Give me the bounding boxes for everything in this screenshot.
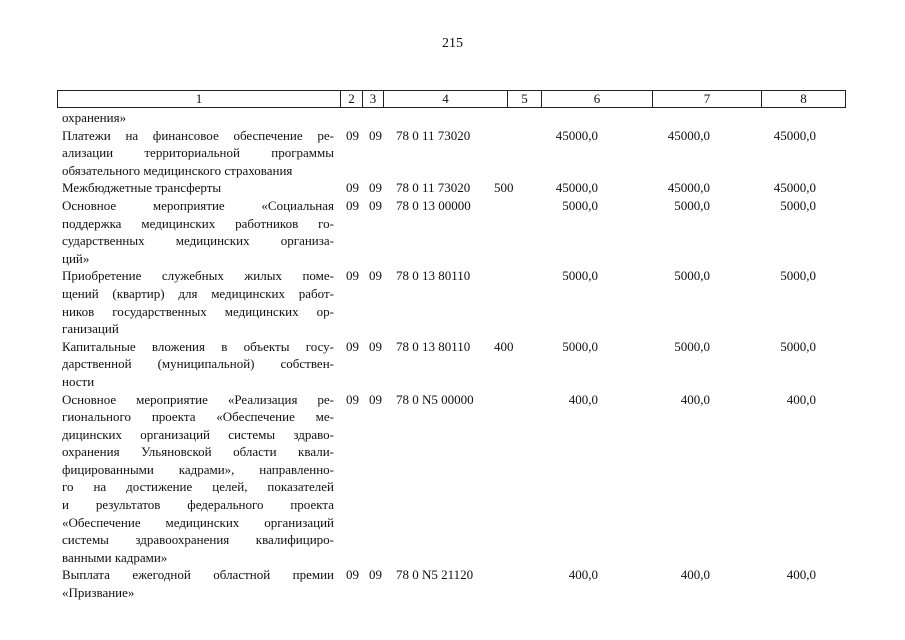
row-name-line: Основное мероприятие «Социальная bbox=[62, 197, 334, 213]
row-name-line: охранения Ульяновской области квали- bbox=[62, 444, 334, 460]
subsection-code: 09 bbox=[369, 391, 382, 407]
section-code: 09 bbox=[346, 338, 359, 354]
amount-col-6: 400,0 bbox=[568, 567, 598, 583]
budget-table-body bbox=[0, 109, 905, 602]
row-name-line: Межбюджетные трансферты bbox=[62, 180, 222, 196]
table-row bbox=[0, 338, 905, 391]
row-name-line: го на достижение целей, показателей bbox=[62, 479, 334, 495]
target-article-code: 78 0 11 73020 bbox=[396, 127, 471, 143]
amount-col-7: 45000,0 bbox=[667, 127, 710, 143]
row-name-line: сударственных медицинских организа- bbox=[62, 233, 334, 249]
page-number: 215 bbox=[442, 36, 463, 51]
row-name bbox=[62, 267, 334, 337]
expense-type-code: 400 bbox=[494, 338, 514, 354]
subsection-code: 09 bbox=[369, 197, 382, 213]
amount-col-7: 400,0 bbox=[680, 567, 710, 583]
row-name-line: Выплата ежегодной областной премии bbox=[62, 567, 334, 583]
table-row bbox=[0, 391, 905, 567]
table-row bbox=[0, 197, 905, 267]
column-header-3: 3 bbox=[363, 91, 384, 108]
target-article-code: 78 0 N5 00000 bbox=[396, 391, 474, 407]
row-name-line: фицированными кадрами», направленно- bbox=[62, 461, 334, 477]
row-name bbox=[62, 566, 334, 601]
column-header-7: 7 bbox=[653, 91, 762, 108]
subsection-code: 09 bbox=[369, 567, 382, 583]
amount-col-7: 5000,0 bbox=[674, 268, 710, 284]
amount-col-6: 45000,0 bbox=[555, 127, 598, 143]
amount-col-8: 400,0 bbox=[786, 567, 816, 583]
amount-col-8: 400,0 bbox=[786, 391, 816, 407]
row-name-line: Приобретение служебных жилых поме- bbox=[62, 268, 334, 284]
section-code: 09 bbox=[346, 391, 359, 407]
section-code: 09 bbox=[346, 197, 359, 213]
amount-col-6: 5000,0 bbox=[562, 268, 598, 284]
row-name-line: ций» bbox=[62, 250, 90, 266]
table-row bbox=[0, 179, 905, 197]
subsection-code: 09 bbox=[369, 180, 382, 196]
column-header-1: 1 bbox=[58, 91, 341, 108]
row-name-line: обязательного медицинского страхования bbox=[62, 162, 293, 178]
row-name-line: «Обеспечение медицинских организаций bbox=[62, 514, 334, 530]
row-name bbox=[62, 127, 334, 180]
amount-col-7: 5000,0 bbox=[674, 338, 710, 354]
amount-col-6: 45000,0 bbox=[555, 180, 598, 196]
amount-col-6: 5000,0 bbox=[562, 338, 598, 354]
expense-type-code: 500 bbox=[494, 180, 514, 196]
section-code: 09 bbox=[346, 268, 359, 284]
column-header-8: 8 bbox=[762, 91, 846, 108]
row-name bbox=[62, 391, 334, 567]
row-name-line: ности bbox=[62, 373, 95, 389]
row-name-line: Основное мероприятие «Реализация ре- bbox=[62, 391, 334, 407]
column-header-4: 4 bbox=[384, 91, 508, 108]
row-name bbox=[62, 197, 334, 267]
section-code: 09 bbox=[346, 127, 359, 143]
row-name-line: и результатов федерального проекта bbox=[62, 497, 334, 513]
amount-col-8: 45000,0 bbox=[773, 180, 816, 196]
subsection-code: 09 bbox=[369, 127, 382, 143]
table-row bbox=[0, 127, 905, 180]
target-article-code: 78 0 13 00000 bbox=[396, 197, 471, 213]
row-name-line: поддержка медицинских работников го- bbox=[62, 215, 334, 231]
section-code: 09 bbox=[346, 567, 359, 583]
table-row bbox=[0, 109, 905, 127]
row-name-line: системы здравоохранения квалифициро- bbox=[62, 532, 334, 548]
row-name-line: Капитальные вложения в объекты госу- bbox=[62, 338, 334, 354]
section-code: 09 bbox=[346, 180, 359, 196]
row-name-line: ванными кадрами» bbox=[62, 549, 168, 565]
row-name bbox=[62, 179, 334, 197]
row-name-line: ганизаций bbox=[62, 321, 119, 337]
amount-col-8: 45000,0 bbox=[773, 127, 816, 143]
row-name-line: ников государственных медицинских ор- bbox=[62, 303, 334, 319]
subsection-code: 09 bbox=[369, 268, 382, 284]
row-name-line: охранения» bbox=[62, 110, 127, 125]
row-name-line: «Призвание» bbox=[62, 585, 135, 601]
subsection-code: 09 bbox=[369, 338, 382, 354]
amount-col-8: 5000,0 bbox=[780, 197, 816, 213]
row-name-line: щений (квартир) для медицинских работ- bbox=[62, 285, 334, 301]
row-name-line: гионального проекта «Обеспечение ме- bbox=[62, 409, 334, 425]
amount-col-8: 5000,0 bbox=[780, 268, 816, 284]
column-header-6: 6 bbox=[542, 91, 653, 108]
amount-col-7: 45000,0 bbox=[667, 180, 710, 196]
amount-col-7: 5000,0 bbox=[674, 197, 710, 213]
row-name-line: дарственной (муниципальной) собствен- bbox=[62, 356, 334, 372]
amount-col-7: 400,0 bbox=[680, 391, 710, 407]
row-name-line: дицинских организаций системы здраво- bbox=[62, 426, 334, 442]
column-header-5: 5 bbox=[508, 91, 542, 108]
target-article-code: 78 0 N5 21120 bbox=[396, 567, 474, 583]
table-row bbox=[0, 566, 905, 601]
amount-col-8: 5000,0 bbox=[780, 338, 816, 354]
amount-col-6: 5000,0 bbox=[562, 197, 598, 213]
target-article-code: 78 0 13 80110 bbox=[396, 268, 471, 284]
row-name bbox=[62, 338, 334, 391]
row-name-line: ализации территориальной программы bbox=[62, 145, 334, 161]
target-article-code: 78 0 11 73020 bbox=[396, 180, 471, 196]
row-name-line: Платежи на финансовое обеспечение ре- bbox=[62, 127, 334, 143]
column-header-table bbox=[57, 90, 846, 108]
target-article-code: 78 0 13 80110 bbox=[396, 338, 471, 354]
row-name bbox=[62, 109, 334, 127]
column-header-2: 2 bbox=[341, 91, 363, 108]
table-row bbox=[0, 267, 905, 337]
amount-col-6: 400,0 bbox=[568, 391, 598, 407]
